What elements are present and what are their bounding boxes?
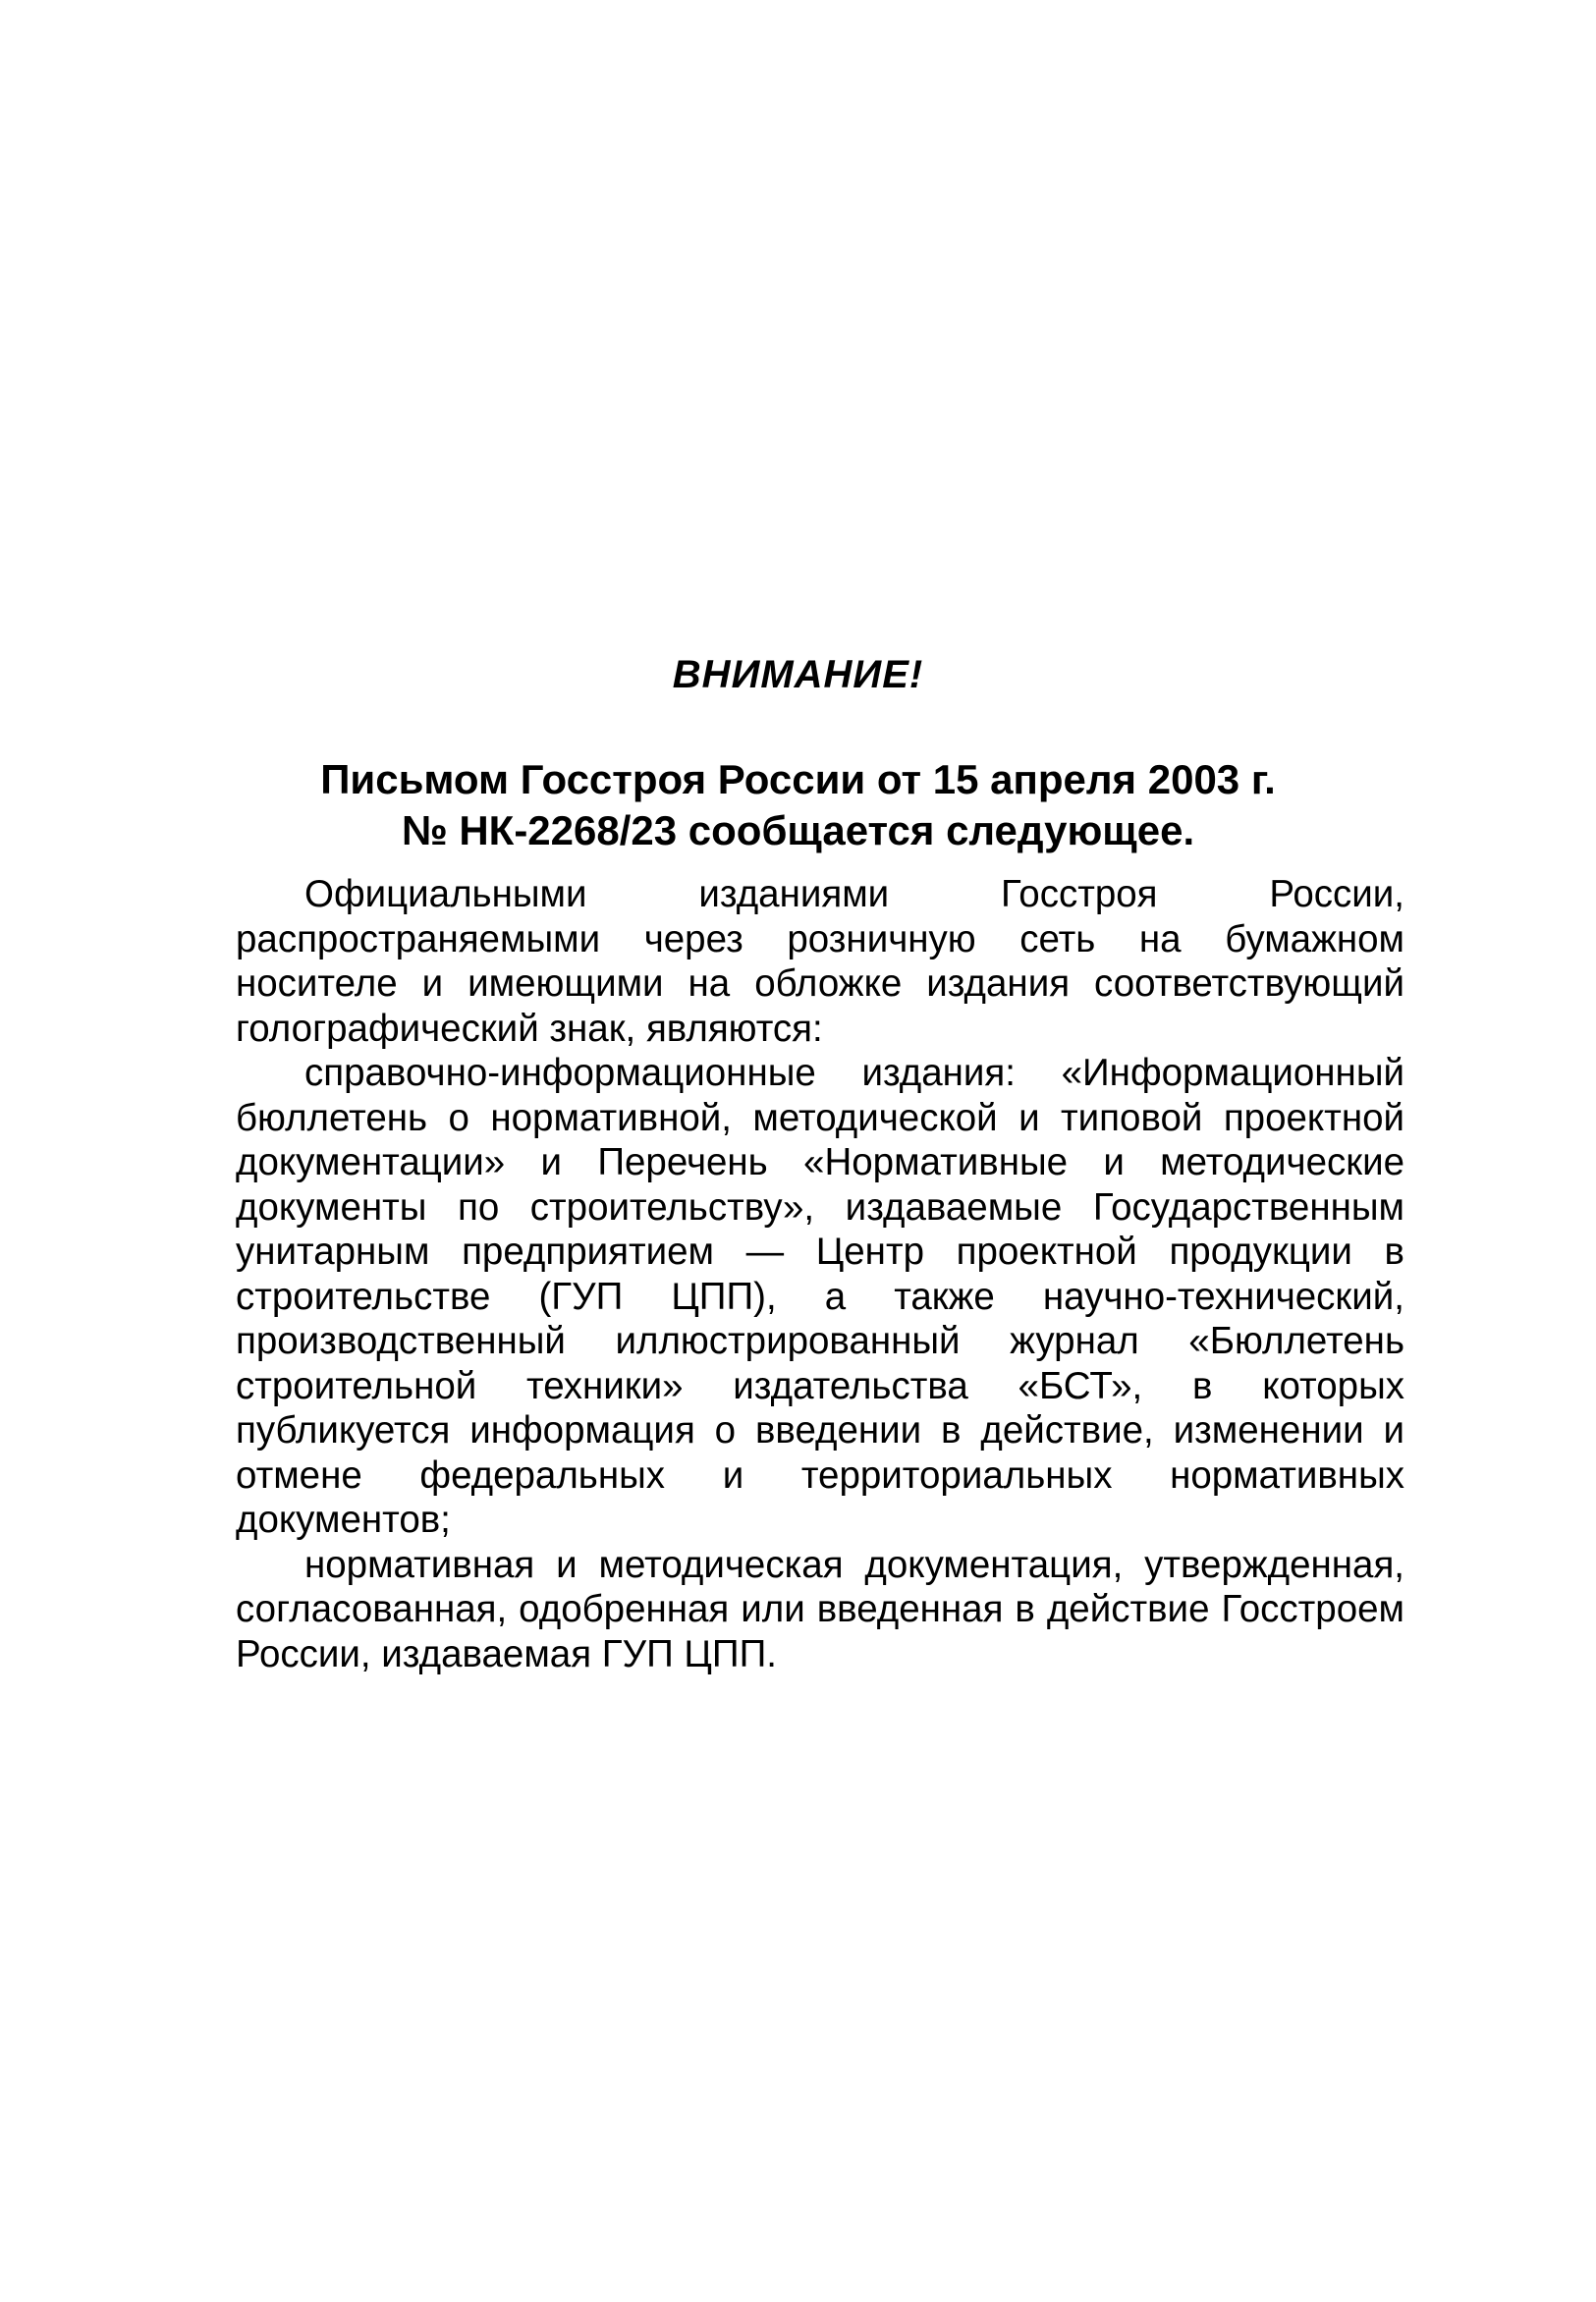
paragraph-reference-publications: справочно-информационные издания: «Информационный бюллетень о нормативной, методической и типовой проектной документации» и Перечень «Нормативные и методические документы по строительству», издаваемые Государственным унитарным предприятием — Центр проектной продукции в строительстве (ГУП ЦПП), а также научно-технический, производственный иллюстрированный журнал «Бюллетень строительной техники» издательства «БСТ», в которых публикуется информация о введении в действие, изменении и отмене федеральных и территориальных нормативных документов;	[236, 1052, 1404, 1541]
letter-reference-line-1: Письмом Госстроя России от 15 апреля 2003 г.	[320, 756, 1276, 802]
paragraph-normative-docs: нормативная и методическая документация, утвержденная, согласованная, одобренная или введенная в действие Госстроем России, издаваемая ГУП ЦПП.	[236, 1543, 1404, 1675]
paragraph-intro: Официальными изданиями Госстроя России, распространяемыми через розничную сеть на бумажном носителе и имеющими на обложке издания соответствующий голографический знак, являются:	[236, 873, 1404, 1050]
letter-reference	[0, 754, 1596, 856]
letter-reference-line-2: № НК-2268/23 сообщается следующее.	[401, 807, 1195, 853]
body-text	[236, 872, 1404, 1676]
attention-heading: ВНИМАНИЕ!	[672, 653, 924, 696]
